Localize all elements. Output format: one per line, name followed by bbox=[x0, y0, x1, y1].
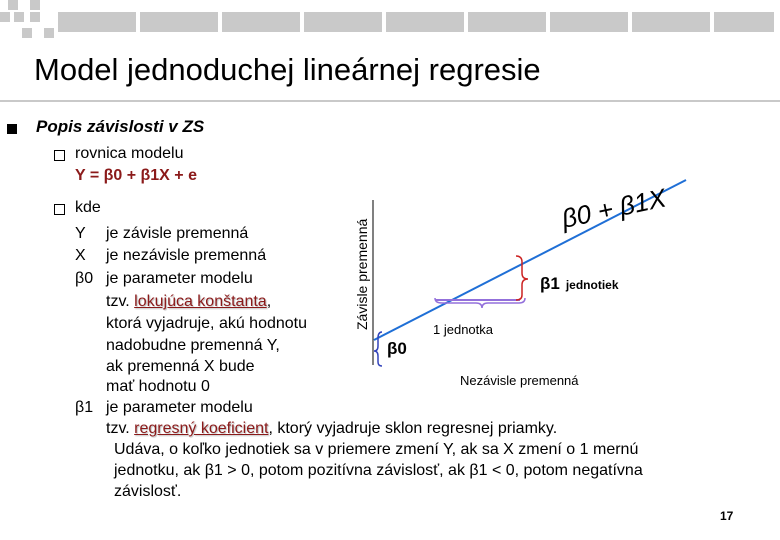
def-text: nadobudne premenná Y, bbox=[106, 337, 280, 354]
y-axis-label: Závisle premenná bbox=[354, 218, 370, 330]
def-symbol: β0 bbox=[75, 270, 94, 287]
run-label: 1 jednotka bbox=[433, 322, 493, 337]
highlight-term: regresný koeficient bbox=[134, 420, 269, 437]
deco-square bbox=[14, 12, 24, 22]
def-text bbox=[106, 292, 271, 311]
deco-square bbox=[30, 12, 40, 22]
def-text-part: , ktorý vyjadruje sklon regresnej priamky. bbox=[268, 420, 558, 437]
x-axis-label: Nezávisle premenná bbox=[460, 373, 579, 388]
item-label: rovnica modelu bbox=[75, 145, 184, 162]
def-text: závislosť. bbox=[114, 483, 182, 500]
def-text bbox=[106, 419, 557, 438]
def-text-part: tzv. bbox=[106, 420, 135, 437]
deco-bar bbox=[58, 12, 774, 32]
checkbox-bullet-icon bbox=[54, 150, 65, 161]
regression-diagram bbox=[330, 140, 770, 400]
section-heading: Popis závislosti v ZS bbox=[36, 117, 205, 136]
slope-label bbox=[540, 274, 619, 293]
deco-square bbox=[22, 28, 32, 38]
def-text: mať hodnotu 0 bbox=[106, 378, 210, 395]
def-text: ktorá vyjadruje, akú hodnotu bbox=[106, 315, 308, 332]
slope-unit: jednotiek bbox=[565, 278, 619, 292]
checkbox-bullet-icon bbox=[54, 204, 65, 215]
slide-title: Model jednoduchej lineárnej regresie bbox=[34, 52, 541, 87]
title-rule bbox=[0, 100, 780, 102]
deco-square bbox=[0, 12, 10, 22]
def-symbol: β1 bbox=[75, 399, 94, 416]
slope-symbol: β1 bbox=[540, 274, 560, 293]
square-bullet-icon bbox=[7, 124, 17, 134]
def-symbol: Y bbox=[75, 225, 86, 242]
def-text: je nezávisle premenná bbox=[106, 247, 267, 264]
line-equation-label: β0 + β1X bbox=[559, 182, 669, 234]
def-text: je parameter modelu bbox=[106, 270, 253, 287]
def-text: jednotku, ak β1 > 0, potom pozitívna závislosť, ak β1 < 0, potom negatívna bbox=[114, 462, 643, 479]
model-equation bbox=[75, 166, 197, 185]
highlight-term: lokujúca konštanta bbox=[134, 293, 267, 310]
def-text: Udáva, o koľko jednotiek sa v priemere zmení Y, ak sa X zmení o 1 mernú bbox=[114, 441, 639, 458]
item-label: kde bbox=[75, 199, 101, 216]
deco-square bbox=[30, 0, 40, 10]
deco-square bbox=[8, 0, 18, 10]
def-text-part: , bbox=[266, 293, 272, 310]
def-text: ak premenná X bude bbox=[106, 358, 255, 375]
deco-square bbox=[44, 28, 54, 38]
def-text: je závisle premenná bbox=[106, 225, 249, 242]
intercept-label: β0 bbox=[387, 339, 407, 358]
def-text-part: tzv. bbox=[106, 293, 135, 310]
page-number: 17 bbox=[720, 509, 734, 523]
def-text: je parameter modelu bbox=[106, 399, 253, 416]
equation-text: Y = β0 + β1X + e bbox=[75, 167, 197, 184]
def-symbol: X bbox=[75, 247, 86, 264]
